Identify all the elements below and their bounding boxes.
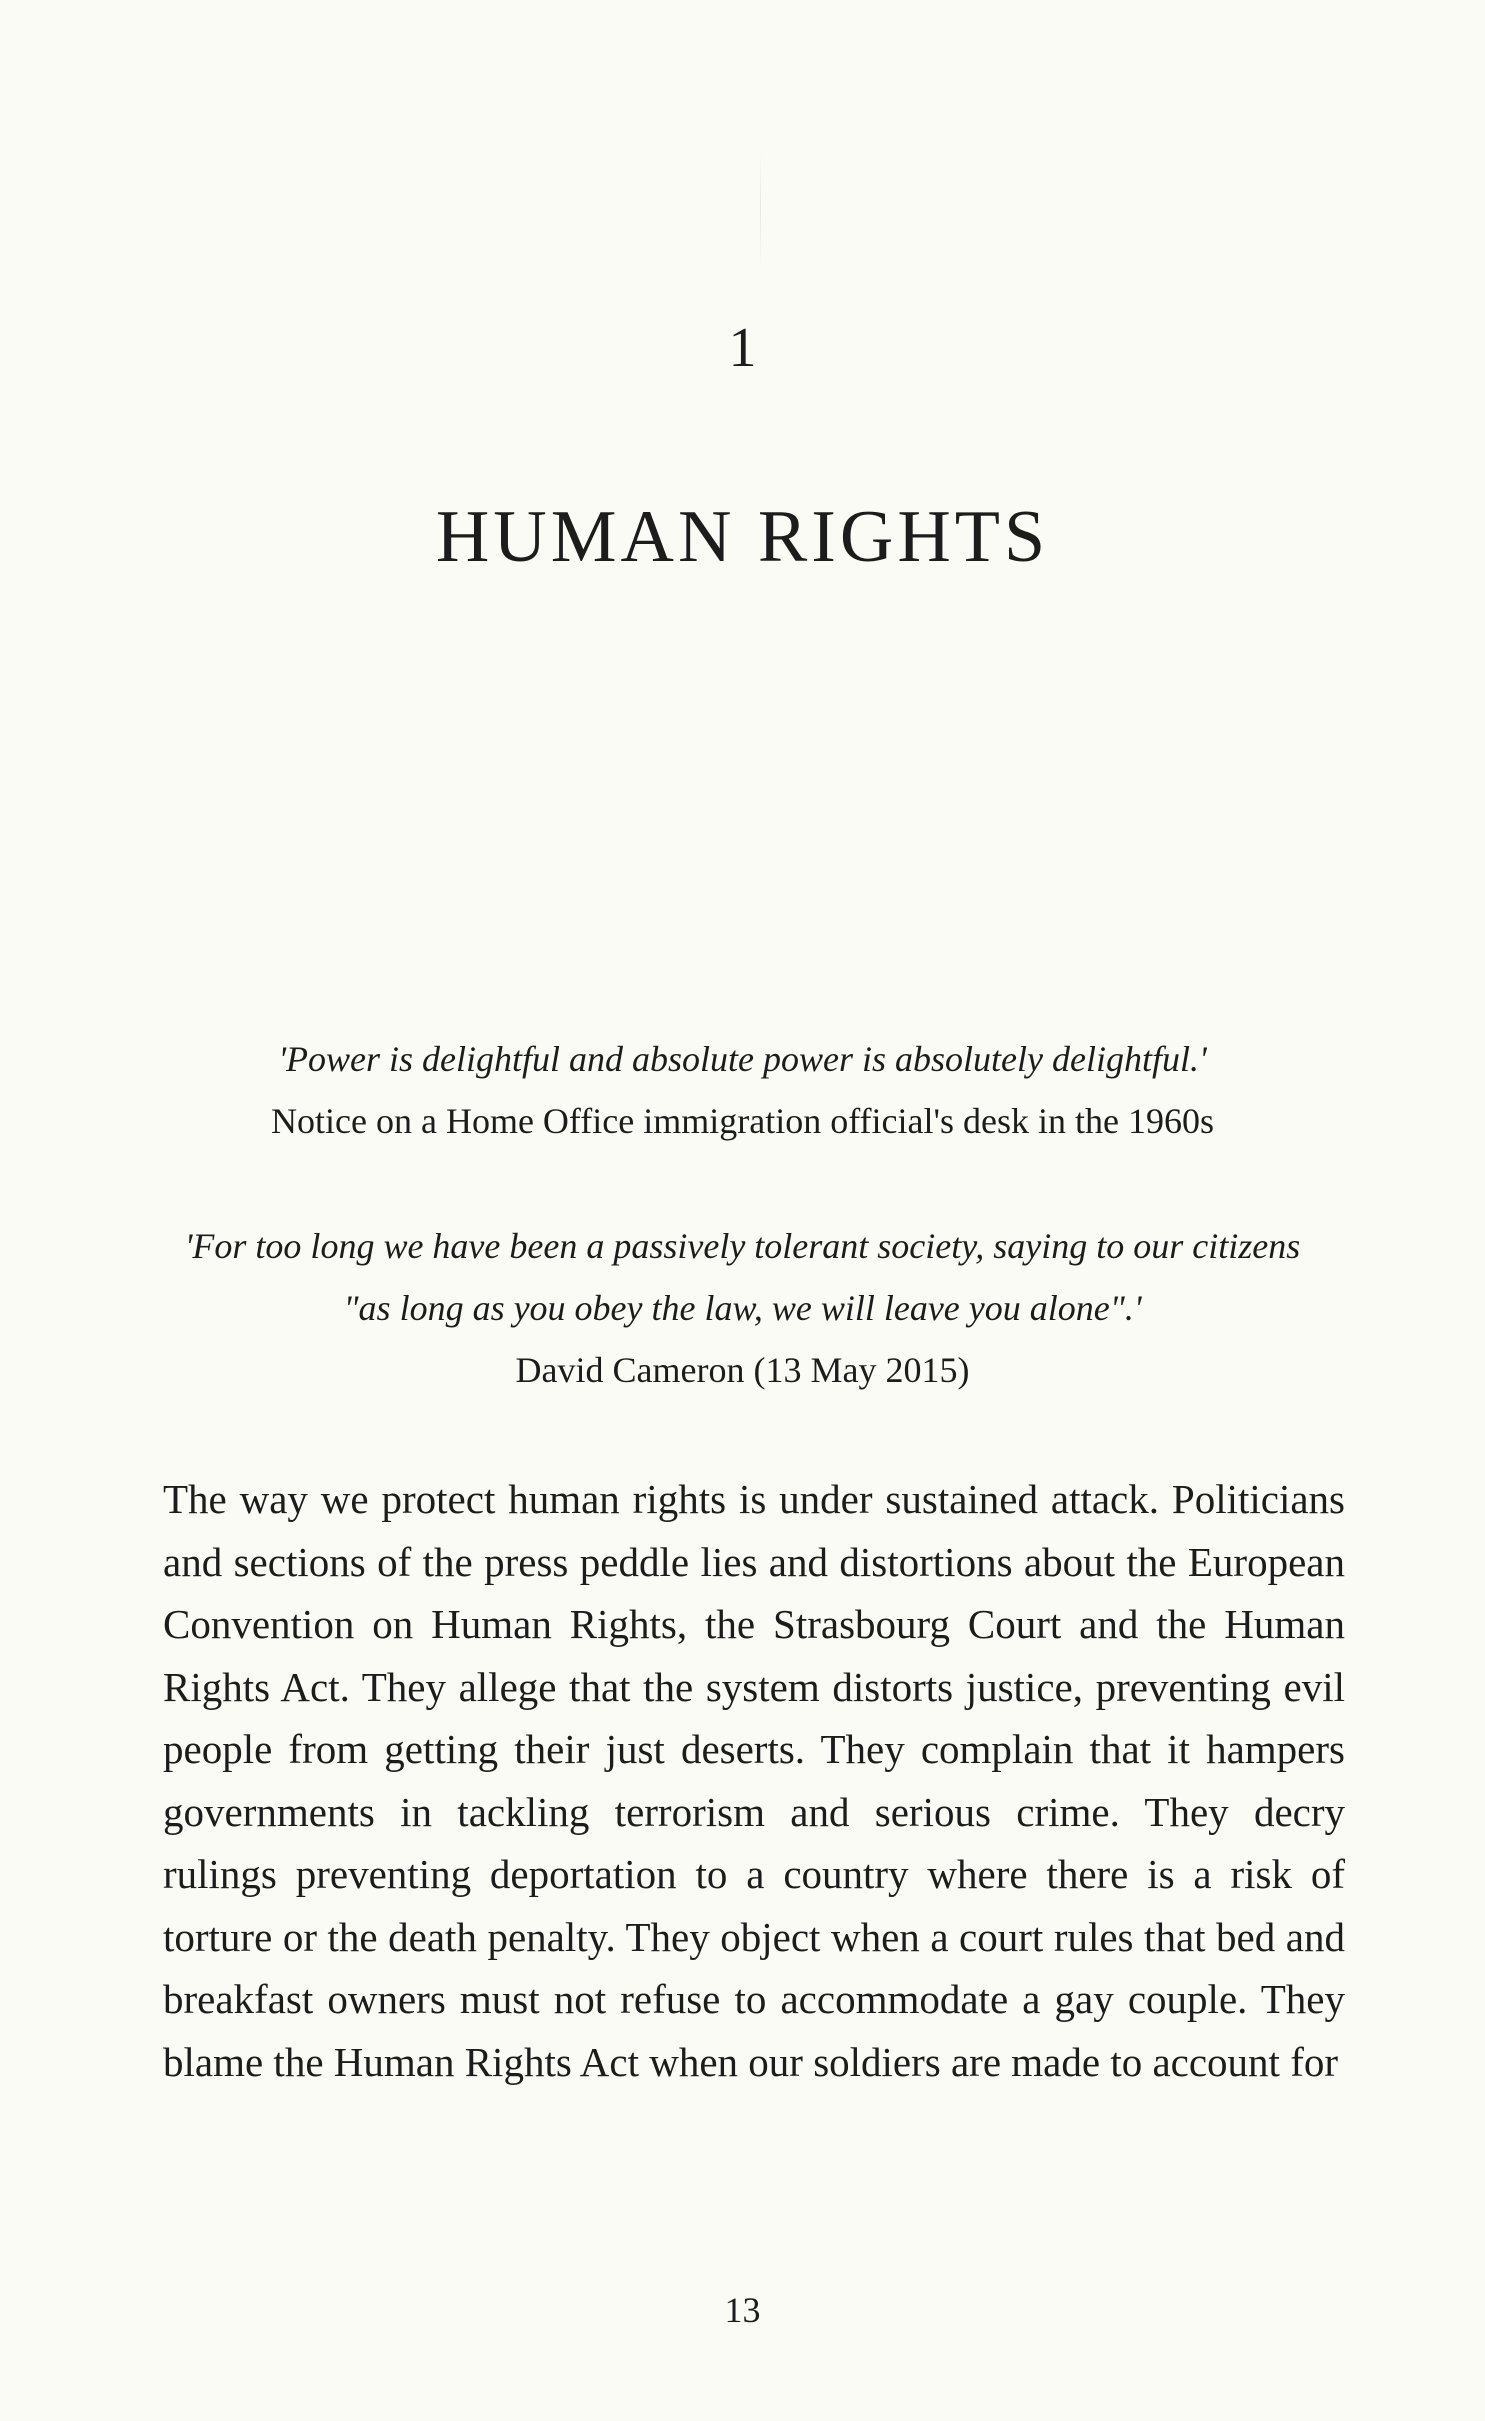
chapter-title: HUMAN RIGHTS xyxy=(435,496,1050,578)
page-number: 13 xyxy=(724,2290,761,2330)
page-crease xyxy=(760,150,761,270)
epigraph xyxy=(170,1215,1315,1401)
epigraph-attribution: Notice on a Home Office immigration official's desk in the 1960s xyxy=(271,1101,1214,1141)
epigraph-attribution: David Cameron (13 May 2015) xyxy=(515,1350,970,1390)
epigraph xyxy=(170,1028,1315,1152)
epigraph-quote: 'Power is delightful and absolute power is absolutely delightful.' xyxy=(278,1039,1207,1079)
chapter-number: 1 xyxy=(728,317,757,379)
body-paragraph: The way we protect human rights is under sustained attack. Politicians and sections of the press peddle lies and distortions about the European Convention on Human Rights, the Strasbourg Court and the Human Rights Act. They allege that the system distorts justice, preventing evil people from getting their just deserts. They complain that it hampers governments in tackling terrorism and serious crime. They decry rulings preventing deportation to a country where there is a risk of torture or the death penalty. They object when a court rules that bed and breakfast owners must not refuse to accommodate a gay couple. They blame the Human Rights Act when our soldiers are made to account for xyxy=(163,1476,1345,2085)
epigraph-quote: 'For too long we have been a passively tolerant society, saying to our citizens "as long as you obey the law, we will leave you alone".' xyxy=(184,1226,1301,1328)
